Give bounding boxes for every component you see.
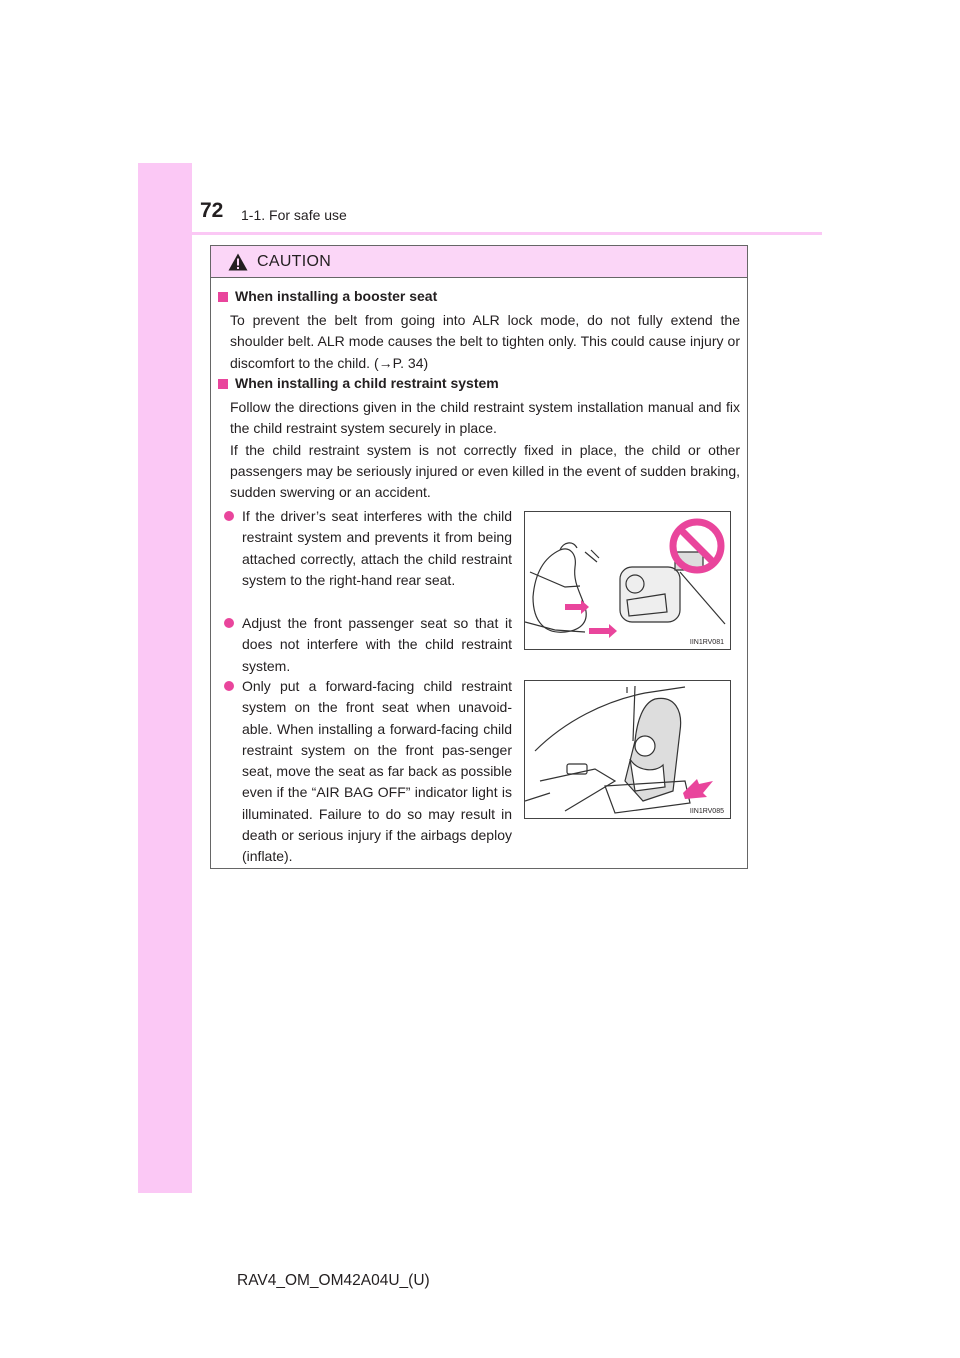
caution-header [211, 246, 747, 278]
bullet-dot-icon [224, 511, 234, 521]
figure-code: IIN1RV081 [689, 639, 724, 646]
document-id: RAV4_OM_OM42A04U_(U) [237, 1272, 430, 1289]
square-bullet-icon [218, 292, 228, 302]
section-heading: When installing a booster seat [235, 288, 438, 304]
warning-triangle-icon [228, 253, 248, 271]
caution-box [210, 245, 748, 869]
side-band [138, 163, 192, 1193]
list-item: If the driver’s seat interferes with the child restraint system and prevents it from being attached correctly, attach the child restraint system to the right-hand rear seat. [224, 506, 512, 591]
section-title: 1-1. For safe use [241, 207, 347, 223]
bullet-dot-icon [224, 681, 234, 691]
booster-seat-section [218, 286, 740, 374]
figure-driver-seat-interference [524, 511, 731, 650]
figure-code: IIN1RV085 [689, 808, 724, 815]
header-rule [192, 232, 822, 235]
section-heading: When installing a child restraint system [235, 375, 499, 391]
page-number: 72 [200, 199, 224, 222]
caution-title: CAUTION [257, 252, 332, 270]
section-text: To prevent the belt from going into ALR lock mode, do not fully extend the shoulder belt. ALR mode causes the belt to tighten only. This could cause injury or discomfort to the child. (→P. 34) [230, 312, 740, 371]
child-restraint-section [218, 373, 740, 503]
list-item: Adjust the front passenger seat so that it does not interfere with the child restraint system. [224, 613, 512, 677]
section-text: If the child restraint system is not correctly fixed in place, the child or other passengers may be seriously injured or even killed in the event of sudden braking, sudden swerving or an accident. [230, 441, 740, 501]
square-bullet-icon [218, 379, 228, 389]
section-text: Follow the directions given in the child restraint system installation manual and fix the child restraint system securely in place. [230, 399, 740, 437]
figure-forward-facing-seat [524, 680, 731, 819]
bullet-dot-icon [224, 618, 234, 628]
list-item: Only put a forward-facing child restraint system on the front seat when unavoid-able. When installing a forward-facing child restraint system on the front pas-senger seat, move the seat as far back as possible even if the “AIR BAG OFF” indicator light is illuminated. Failure to do so may result in death or serious injury if the airbags deploy (inflate). [224, 676, 512, 868]
